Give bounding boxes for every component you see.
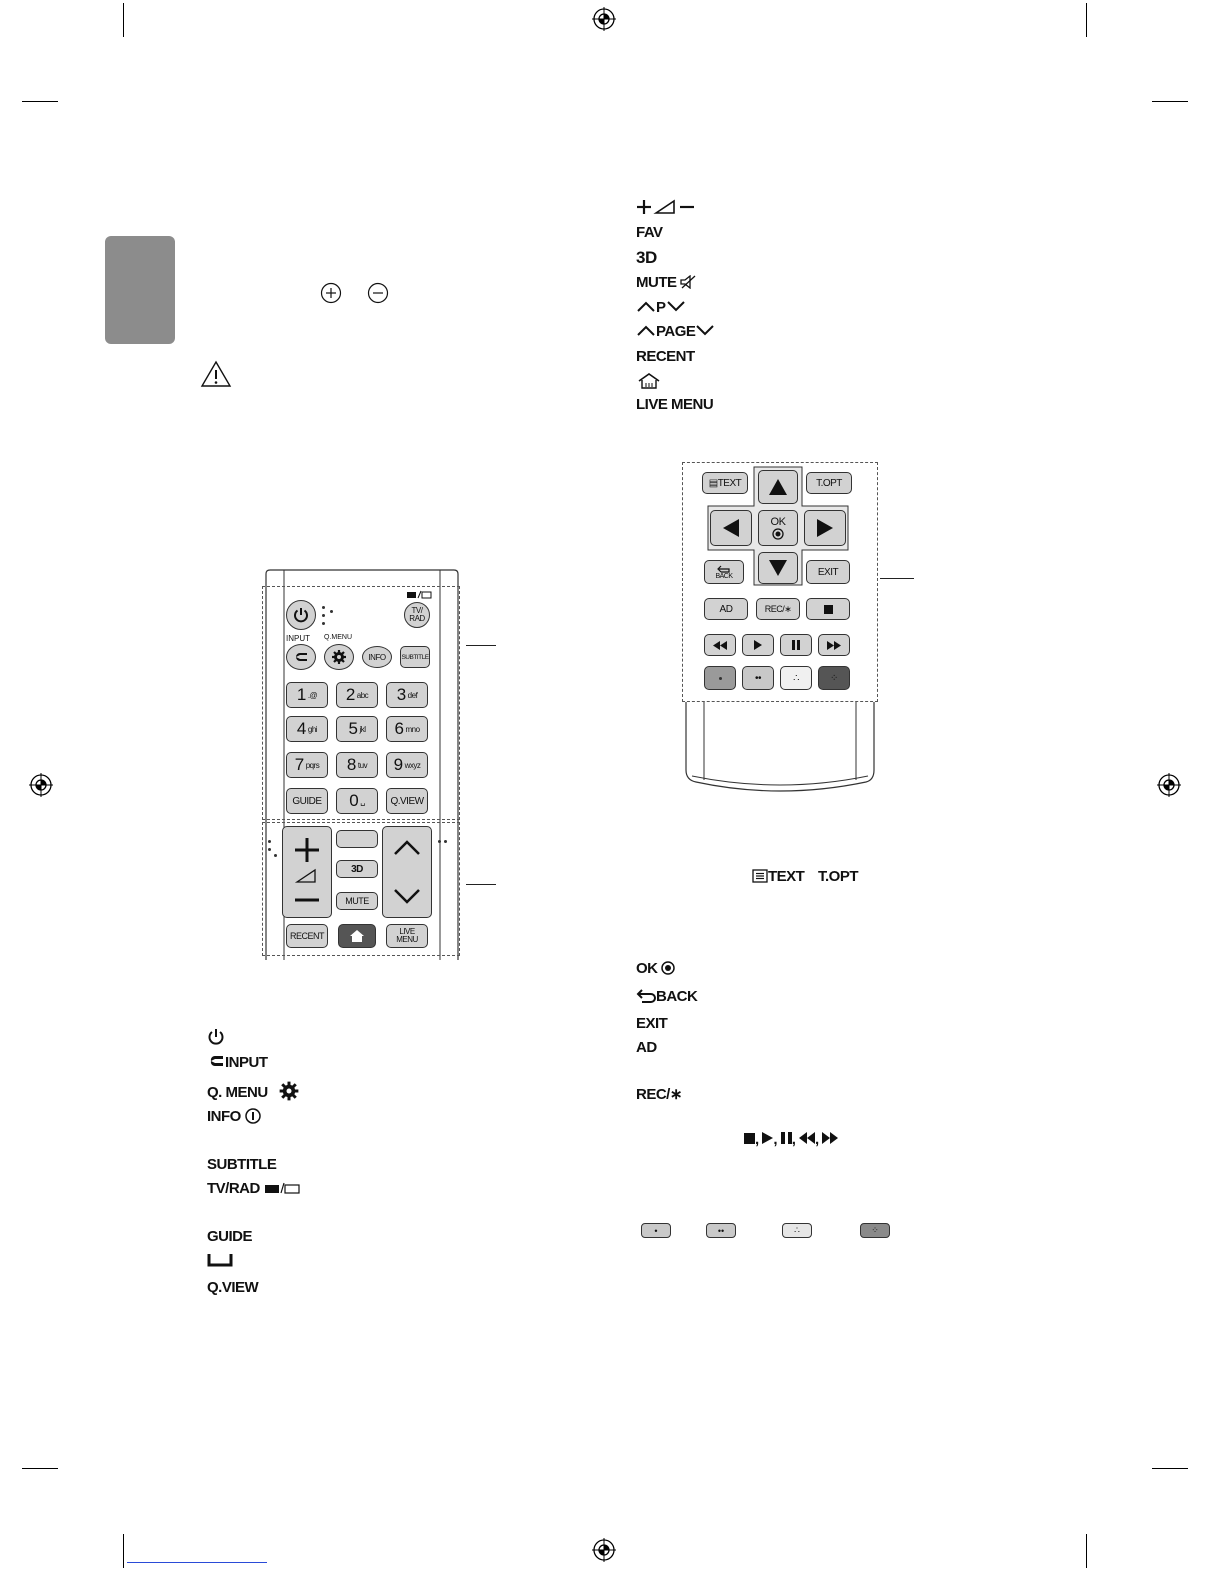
- yellow-color-button[interactable]: ∴: [780, 666, 812, 690]
- separator: ,: [791, 1131, 796, 1148]
- ok-label: OK: [636, 960, 658, 977]
- exit-item: EXIT: [636, 1015, 668, 1032]
- green-color-key-icon: ••: [706, 1223, 736, 1238]
- number-letters: def: [407, 690, 418, 700]
- language-tab: [105, 236, 175, 344]
- number-digit: 7: [294, 755, 304, 774]
- guide-button[interactable]: GUIDE: [286, 788, 328, 814]
- crop-mark: [1152, 1468, 1188, 1469]
- number-key[interactable]: [336, 682, 378, 708]
- space-icon: ␣: [360, 796, 365, 806]
- input-item: [207, 1054, 268, 1071]
- playback-item: [744, 1131, 838, 1148]
- crop-mark: [1152, 101, 1188, 102]
- q-menu-item: [207, 1081, 299, 1101]
- leader-line: [880, 578, 914, 579]
- 3d-button[interactable]: 3D: [336, 860, 378, 878]
- number-letters: jkl: [359, 724, 366, 734]
- leader-line: [466, 645, 496, 646]
- separator: ,: [815, 1131, 819, 1148]
- q-menu-label: Q. MENU: [207, 1084, 268, 1101]
- red-color-button[interactable]: [704, 666, 736, 690]
- power-icon: [292, 606, 310, 624]
- recent-button[interactable]: RECENT: [286, 924, 328, 948]
- wheel-icon: [661, 961, 675, 975]
- dot: [322, 622, 325, 625]
- dot: [322, 614, 325, 617]
- play-icon: [762, 1132, 773, 1144]
- number-letters: wxyz: [404, 760, 421, 770]
- home-icon: [349, 929, 365, 943]
- left-button[interactable]: [710, 510, 752, 546]
- ok-button[interactable]: [758, 510, 798, 546]
- registration-mark-icon: [592, 7, 616, 31]
- number-digit: 8: [346, 755, 356, 774]
- number-letters: tuv: [357, 760, 368, 770]
- ok-item: [636, 960, 675, 977]
- number-key[interactable]: [286, 682, 328, 708]
- right-arrow-icon: [816, 518, 834, 538]
- info-item: [207, 1108, 261, 1125]
- q-menu-button[interactable]: [324, 644, 354, 670]
- input-icon: [293, 651, 309, 663]
- number-digit: 1: [296, 685, 306, 704]
- space-icon: [207, 1253, 233, 1267]
- chevron-down-icon: [666, 300, 686, 312]
- input-icon: [207, 1055, 225, 1067]
- dot: [444, 840, 447, 843]
- minus-circle-icon: [367, 282, 389, 304]
- up-button[interactable]: [758, 470, 798, 504]
- zero-digit: 0: [349, 791, 359, 810]
- remote-control-bottom-illustration: [682, 462, 880, 802]
- recent-item: RECENT: [636, 348, 695, 365]
- down-button[interactable]: [758, 552, 798, 584]
- down-arrow-icon: [768, 559, 788, 577]
- fast-forward-button[interactable]: [818, 634, 850, 656]
- rec-button[interactable]: REC/∗: [756, 598, 800, 620]
- q-view-button[interactable]: Q.VIEW: [386, 788, 428, 814]
- dot: [268, 848, 271, 851]
- tv-rad-item: [207, 1180, 300, 1197]
- ok-label: OK: [770, 515, 786, 528]
- t-opt-button[interactable]: T.OPT: [806, 472, 852, 494]
- registration-mark-icon: [592, 1538, 616, 1562]
- fav-item: FAV: [636, 224, 663, 241]
- stop-icon: [744, 1133, 755, 1144]
- 3d-item: 3D: [636, 248, 657, 267]
- info-label: INFO: [368, 652, 386, 662]
- mute-button[interactable]: MUTE: [336, 892, 378, 910]
- tv-radio-icon: [264, 1182, 300, 1194]
- tv-rad-button[interactable]: TV/ RAD: [404, 602, 430, 628]
- registration-mark-icon: [29, 773, 53, 797]
- gear-icon: [279, 1081, 299, 1101]
- fast-forward-icon: [822, 1132, 838, 1144]
- caution-icon: [200, 360, 232, 388]
- blue-color-button[interactable]: ⁘: [818, 666, 850, 690]
- info-label: INFO: [207, 1108, 241, 1125]
- leader-line: [466, 884, 496, 885]
- registration-mark-icon: [1157, 773, 1181, 797]
- blue-color-key-icon: ⁘: [860, 1223, 890, 1238]
- number-key[interactable]: [386, 716, 428, 742]
- number-letters: ghi: [307, 724, 318, 734]
- crop-mark: [1086, 3, 1087, 37]
- back-arrow-icon: [717, 565, 731, 573]
- text-icon: [752, 869, 768, 883]
- number-digit: 2: [345, 685, 355, 704]
- exit-button[interactable]: EXIT: [806, 560, 850, 584]
- fast-forward-icon: [827, 641, 841, 650]
- stop-button[interactable]: [806, 598, 850, 620]
- number-key[interactable]: [286, 716, 328, 742]
- remote-control-top-illustration: [258, 568, 466, 960]
- pause-button[interactable]: [780, 634, 812, 656]
- rewind-icon: [713, 641, 727, 650]
- dot: [268, 840, 271, 843]
- right-button[interactable]: [804, 510, 846, 546]
- text-label: TEXT: [768, 868, 805, 885]
- power-button[interactable]: [286, 600, 316, 630]
- crop-mark: [123, 3, 124, 37]
- rec-item: REC/∗: [636, 1086, 682, 1103]
- tv-rad-label: TV/RAD: [207, 1180, 260, 1197]
- back-button[interactable]: [704, 560, 744, 584]
- back-arrow-icon: [636, 989, 656, 1003]
- power-icon: [207, 1028, 225, 1046]
- number-key[interactable]: [286, 752, 328, 778]
- number-digit: 6: [394, 719, 404, 738]
- subtitle-item: SUBTITLE: [207, 1156, 277, 1173]
- number-digit: 5: [348, 719, 358, 738]
- number-digit: 4: [296, 719, 306, 738]
- stop-icon: [824, 605, 833, 614]
- text-label: TEXT: [717, 477, 742, 489]
- separator: ,: [773, 1131, 778, 1148]
- number-digit: 9: [393, 755, 403, 774]
- number-key[interactable]: [386, 682, 428, 708]
- number-key[interactable]: [336, 752, 378, 778]
- volume-icon: [292, 830, 322, 914]
- separator: ,: [755, 1131, 759, 1148]
- input-button[interactable]: [286, 644, 316, 670]
- up-arrow-icon: [768, 478, 788, 496]
- info-icon: [245, 1108, 261, 1124]
- live-menu-button[interactable]: LIVE MENU: [386, 924, 428, 948]
- crop-mark: [123, 1534, 124, 1568]
- number-letters: abc: [356, 690, 369, 700]
- back-label: BACK: [656, 988, 698, 1005]
- input-label: INPUT: [225, 1054, 268, 1071]
- play-button[interactable]: [742, 634, 774, 656]
- channel-rocker[interactable]: [382, 826, 432, 918]
- gear-icon: [331, 649, 347, 665]
- qmenu-label: Q.MENU: [324, 634, 352, 641]
- text-button[interactable]: ▤ TEXT: [702, 472, 748, 494]
- home-button[interactable]: [338, 924, 376, 948]
- page-label: PAGE: [656, 323, 696, 340]
- red-color-key-icon: •: [641, 1223, 671, 1238]
- rewind-button[interactable]: [704, 634, 736, 656]
- teletext-item: [752, 868, 858, 885]
- chevron-down-icon: [695, 324, 715, 336]
- mute-item: [636, 274, 696, 291]
- subtitle-button[interactable]: SUBTITLE: [400, 646, 430, 668]
- dot: [719, 677, 722, 680]
- yellow-color-key-icon: ∴: [782, 1223, 812, 1238]
- q-view-item: Q.VIEW: [207, 1279, 259, 1296]
- program-item: [636, 299, 686, 316]
- pause-icon: [792, 640, 800, 650]
- page-item: [636, 323, 715, 340]
- dot: [330, 610, 333, 613]
- t-opt-label: T.OPT: [818, 868, 859, 885]
- zero-key[interactable]: [336, 788, 378, 814]
- play-icon: [754, 640, 762, 650]
- fav-button[interactable]: [336, 830, 378, 848]
- number-digit: 3: [396, 685, 406, 704]
- ad-button[interactable]: AD: [704, 598, 748, 620]
- number-key[interactable]: [386, 752, 428, 778]
- rewind-icon: [799, 1132, 815, 1144]
- back-label: BACK: [715, 572, 733, 580]
- plus-circle-icon: [320, 282, 342, 304]
- guide-item: GUIDE: [207, 1228, 253, 1245]
- channel-arrows-icon: [392, 830, 422, 914]
- number-key[interactable]: [336, 716, 378, 742]
- number-letters: .@: [307, 690, 318, 700]
- mute-label: MUTE: [636, 274, 677, 291]
- number-letters: mno: [405, 724, 420, 734]
- crop-mark: [1086, 1534, 1087, 1568]
- dot: [438, 840, 441, 843]
- program-label: P: [656, 299, 666, 316]
- crop-mark: [22, 101, 58, 102]
- dot: [274, 854, 277, 857]
- ad-item: AD: [636, 1039, 657, 1056]
- green-color-button[interactable]: ••: [742, 666, 774, 690]
- home-icon: [637, 372, 661, 390]
- volume-rocker[interactable]: [282, 826, 332, 918]
- volume-icon: [636, 198, 696, 216]
- mute-icon: [680, 275, 696, 289]
- dot: [322, 606, 325, 609]
- chevron-up-icon: [636, 324, 656, 336]
- pause-icon: [781, 1132, 792, 1144]
- live-menu-item: LIVE MENU: [636, 396, 714, 413]
- info-button[interactable]: [362, 646, 392, 668]
- link-underline: [127, 1562, 267, 1563]
- back-item: [636, 988, 697, 1005]
- left-arrow-icon: [722, 518, 740, 538]
- input-label: INPUT: [286, 634, 310, 643]
- tv-radio-icon: [406, 590, 432, 599]
- number-letters: pqrs: [305, 760, 320, 770]
- crop-mark: [22, 1468, 58, 1469]
- chevron-up-icon: [636, 300, 656, 312]
- wheel-icon: [772, 528, 784, 540]
